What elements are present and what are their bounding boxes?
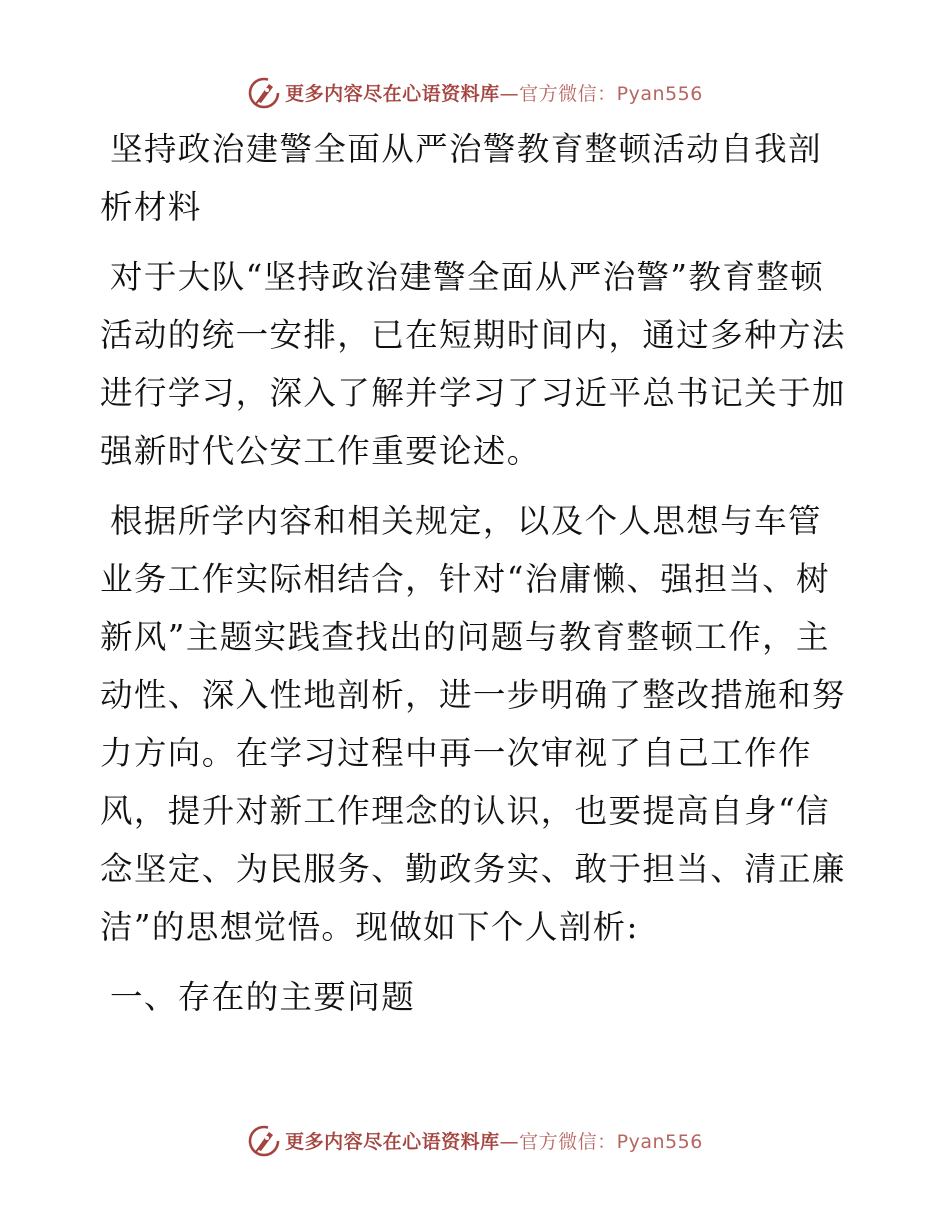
banner-main-text: 更多内容尽在心语资料库 [285, 1130, 500, 1153]
paragraph-1: 对于大队“坚持政治建警全面从严治警”教育整顿活动的统一安排，已在短期时间内，通过多种方法进行学习，深入了解并学习了习近平总书记关于加强新时代公安工作重要论述。 [100, 258, 846, 470]
pen-nib-logo-icon [247, 1123, 281, 1157]
banner-separator: — [499, 82, 520, 105]
banner-contact-text: 官方微信：Pyan556 [519, 1130, 703, 1153]
paragraph-2: 根据所学内容和相关规定，以及个人思想与车管业务工作实际相结合，针对“治庸懒、强担当、树新风”主题实践查找出的问题与教育整顿工作，主动性、深入性地剖析，进一步明确了整改措施和努力方向。在学习过程中再一次审视了自己工作作风，提升对新工作理念的认识，也要提高自身“信念坚定、为民服务、勤政务实、敢于担当、清正廉洁”的思想觉悟。现做如下个人剖析: [100, 502, 846, 946]
pen-nib-logo-icon [247, 75, 281, 109]
banner-main-text: 更多内容尽在心语资料库 [285, 82, 500, 105]
document-title: 坚持政治建警全面从严治警教育整顿活动自我剖析材料 [100, 130, 822, 226]
banner-contact-text: 官方微信：Pyan556 [519, 82, 703, 105]
banner-separator: — [499, 1130, 520, 1153]
banner-text [285, 1127, 703, 1154]
section-heading: 一、存在的主要问题 [110, 978, 416, 1016]
header-banner [0, 72, 950, 112]
banner-text [285, 79, 703, 106]
footer-banner [0, 1120, 950, 1160]
document-body [100, 120, 848, 1026]
